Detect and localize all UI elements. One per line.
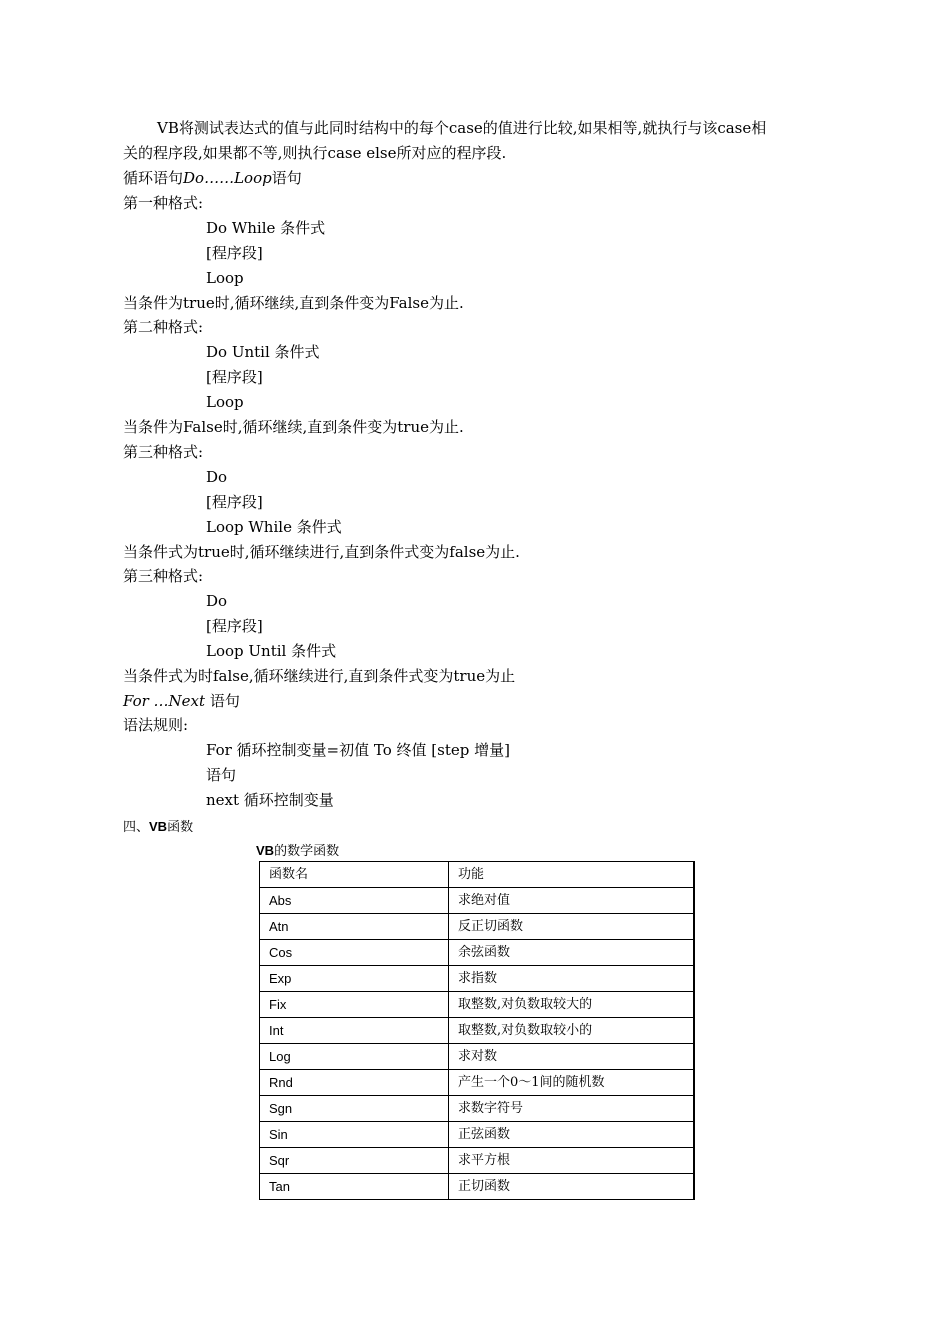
format3-code-line: Do <box>206 468 228 486</box>
table-row <box>260 966 695 992</box>
table-row <box>260 1018 695 1044</box>
table-row <box>260 940 695 966</box>
do-loop-title-keyword: Do……Loop <box>183 169 272 187</box>
table-row <box>260 1174 695 1200</box>
format4-code-line: Loop Until 条件式 <box>206 642 337 660</box>
table-row <box>260 992 695 1018</box>
table-row <box>260 1122 695 1148</box>
function-name-cell: Log <box>260 1044 449 1070</box>
function-name-cell: Int <box>260 1018 449 1044</box>
function-description-cell: 反正切函数 <box>449 914 695 940</box>
table-header-row <box>260 862 695 888</box>
paragraph-line-1: VB将测试表达式的值与此同时结构中的每个case的值进行比较,如果相等,就执行与该case相 <box>157 119 767 137</box>
function-name-cell: Atn <box>260 914 449 940</box>
table-row <box>260 1044 695 1070</box>
function-description-cell: 取整数,对负数取较小的 <box>449 1018 695 1044</box>
format2-code-line: Do Until 条件式 <box>206 343 320 361</box>
table-row <box>260 1148 695 1174</box>
function-name-cell: Sin <box>260 1122 449 1148</box>
format4-code-line: [程序段] <box>206 617 263 635</box>
section-heading-bold: VB <box>149 819 168 834</box>
function-description-cell: 正切函数 <box>449 1174 695 1200</box>
function-description-cell: 求绝对值 <box>449 888 695 914</box>
paragraph-line-2: 关的程序段,如果都不等,则执行case else所对应的程序段. <box>123 144 507 162</box>
format1-label: 第一种格式: <box>123 194 204 212</box>
for-next-rule-label: 语法规则: <box>123 716 189 734</box>
header-description: 功能 <box>449 862 695 888</box>
format2-note: 当条件为False时,循环继续,直到条件变为true为止. <box>123 418 464 436</box>
format1-code-line: [程序段] <box>206 244 263 262</box>
format1-note: 当条件为true时,循环继续,直到条件变为False为止. <box>123 294 464 312</box>
table-caption <box>256 842 339 861</box>
for-next-code-line: For 循环控制变量=初值 To 终值 [step 增量] <box>206 741 510 759</box>
format2-code-line: Loop <box>206 393 244 411</box>
function-description-cell: 产生一个0～1间的随机数 <box>449 1070 695 1096</box>
for-next-code-line: next 循环控制变量 <box>206 791 334 809</box>
function-description-cell: 求对数 <box>449 1044 695 1070</box>
table-row <box>260 914 695 940</box>
format4-label: 第三种格式: <box>123 567 204 585</box>
function-description-cell: 余弦函数 <box>449 940 695 966</box>
function-name-cell: Sqr <box>260 1148 449 1174</box>
format1-code-line: Loop <box>206 269 244 287</box>
function-description-cell: 正弦函数 <box>449 1122 695 1148</box>
function-description-cell: 求数字符号 <box>449 1096 695 1122</box>
table-caption-rest: 的数学函数 <box>274 844 340 859</box>
header-function-name: 函数名 <box>260 862 449 888</box>
table-row <box>260 888 695 914</box>
section-heading <box>123 818 193 837</box>
section-heading-prefix: 四、 <box>123 820 150 835</box>
format3-code-line: Loop While 条件式 <box>206 518 342 536</box>
table-row <box>260 1070 695 1096</box>
table-row <box>260 1096 695 1122</box>
function-name-cell: Fix <box>260 992 449 1018</box>
function-name-cell: Rnd <box>260 1070 449 1096</box>
function-name-cell: Sgn <box>260 1096 449 1122</box>
function-name-cell: Exp <box>260 966 449 992</box>
function-name-cell: Tan <box>260 1174 449 1200</box>
do-loop-title <box>123 168 302 188</box>
function-description-cell: 取整数,对负数取较大的 <box>449 992 695 1018</box>
function-name-cell: Abs <box>260 888 449 914</box>
do-loop-title-suffix: 语句 <box>271 169 302 187</box>
format4-code-line: Do <box>206 592 228 610</box>
format3-label: 第三种格式: <box>123 443 204 461</box>
function-description-cell: 求平方根 <box>449 1148 695 1174</box>
for-next-code-line: 语句 <box>206 766 237 784</box>
math-functions-table <box>259 861 695 1200</box>
format2-label: 第二种格式: <box>123 318 204 336</box>
format3-code-line: [程序段] <box>206 493 263 511</box>
format2-code-line: [程序段] <box>206 368 263 386</box>
function-description-cell: 求指数 <box>449 966 695 992</box>
section-heading-suffix: 函数 <box>167 820 194 835</box>
format4-note: 当条件式为时false,循环继续进行,直到条件式变为true为止 <box>123 667 516 685</box>
format1-code-line: Do While 条件式 <box>206 219 326 237</box>
for-next-title-suffix: 语句 <box>209 692 240 710</box>
table-caption-bold: VB <box>256 843 275 858</box>
do-loop-title-prefix: 循环语句 <box>123 169 184 187</box>
for-next-title <box>123 691 240 711</box>
format3-note: 当条件式为true时,循环继续进行,直到条件式变为false为止. <box>123 543 520 561</box>
function-name-cell: Cos <box>260 940 449 966</box>
for-next-title-keyword: For …Next <box>123 692 206 710</box>
